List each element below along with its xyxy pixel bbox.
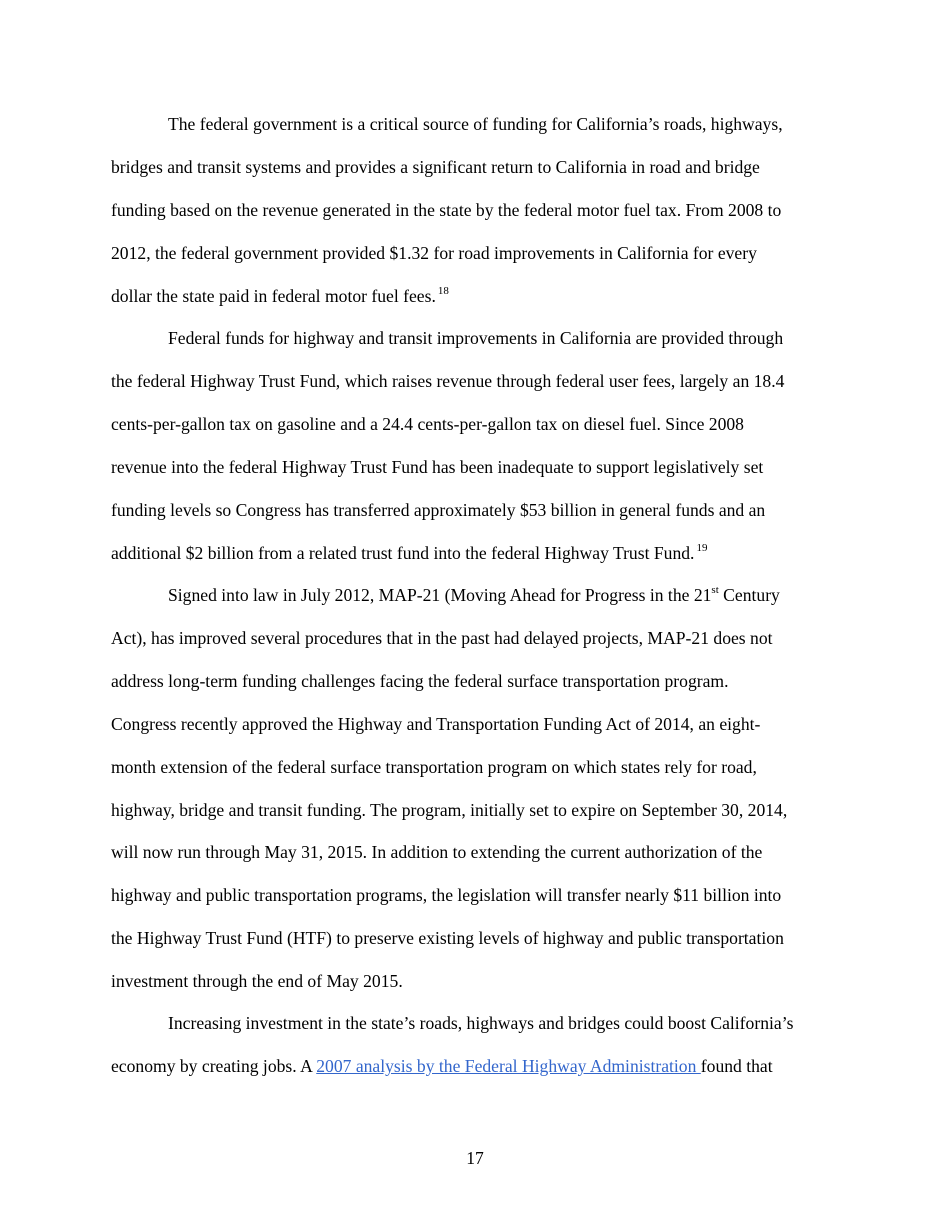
paragraph-2-line-3: cents-per-gallon tax on gasoline and a 24.4 cents-per-gallon tax on diesel fuel. Since 2008 — [111, 414, 744, 434]
paragraph-3-line-1-text: Signed into law in July 2012, MAP-21 (Moving Ahead for Progress in the 21 — [168, 585, 712, 605]
paragraph-3-line-6: highway, bridge and transit funding. The program, initially set to expire on September 30, 2014, — [111, 800, 788, 820]
paragraph-3-line-5: month extension of the federal surface transportation program on which states rely for road, — [111, 757, 757, 777]
paragraph-3-line-3: address long-term funding challenges facing the federal surface transportation program. — [111, 671, 729, 691]
paragraph-2-line-5: funding levels so Congress has transferred approximately $53 billion in general funds and an — [111, 500, 766, 520]
paragraph-3-line-4: Congress recently approved the Highway and Transportation Funding Act of 2014, an eight- — [111, 714, 761, 734]
paragraph-2-line-1: Federal funds for highway and transit improvements in California are provided through — [168, 328, 784, 348]
paragraph-3-line-10: investment through the end of May 2015. — [111, 971, 403, 991]
footnote-ref-19[interactable]: 19 — [696, 542, 708, 554]
paragraph-1-line-3: funding based on the revenue generated in the state by the federal motor fuel tax. From 2008 to — [111, 200, 782, 220]
paragraph-1-line-5-text: dollar the state paid in federal motor fuel fees. — [111, 286, 436, 306]
paragraph-3-line-7: will now run through May 31, 2015. In addition to extending the current authorization of the — [111, 842, 763, 862]
paragraph-2-line-6 — [111, 538, 707, 568]
ordinal-superscript: st — [711, 584, 719, 596]
paragraph-4-line-2-text: economy by creating jobs. A — [111, 1056, 317, 1076]
paragraph-3-line-9: the Highway Trust Fund (HTF) to preserve existing levels of highway and public transportation — [111, 928, 784, 948]
paragraph-2-line-2: the federal Highway Trust Fund, which raises revenue through federal user fees, largely an 18.4 — [111, 371, 785, 391]
paragraph-3-line-2: Act), has improved several procedures that in the past had delayed projects, MAP-21 does not — [111, 628, 773, 648]
paragraph-4-line-2-tail: found that — [700, 1056, 773, 1076]
paragraph-1-line-2: bridges and transit systems and provides a significant return to California in road and bridge — [111, 157, 760, 177]
paragraph-3-line-8: highway and public transportation programs, the legislation will transfer nearly $11 billion into — [111, 885, 782, 905]
paragraph-3-line-1 — [168, 580, 780, 610]
fhwa-analysis-link[interactable]: 2007 analysis by the Federal Highway Administration — [316, 1056, 701, 1076]
paragraph-4-line-2 — [111, 1051, 773, 1081]
paragraph-2-line-6-text: additional $2 billion from a related trust fund into the federal Highway Trust Fund. — [111, 543, 695, 563]
paragraph-1-line-1: The federal government is a critical source of funding for California’s roads, highways, — [168, 114, 783, 134]
paragraph-1-line-5 — [111, 281, 449, 311]
footnote-ref-18[interactable]: 18 — [437, 285, 449, 297]
page-number: 17 — [466, 1148, 484, 1168]
paragraph-4-line-1: Increasing investment in the state’s roads, highways and bridges could boost California’s — [168, 1013, 794, 1033]
paragraph-1-line-4: 2012, the federal government provided $1.32 for road improvements in California for every — [111, 243, 757, 263]
paragraph-2-line-4: revenue into the federal Highway Trust Fund has been inadequate to support legislatively set — [111, 457, 764, 477]
paragraph-3-line-1-tail: Century — [718, 585, 780, 605]
